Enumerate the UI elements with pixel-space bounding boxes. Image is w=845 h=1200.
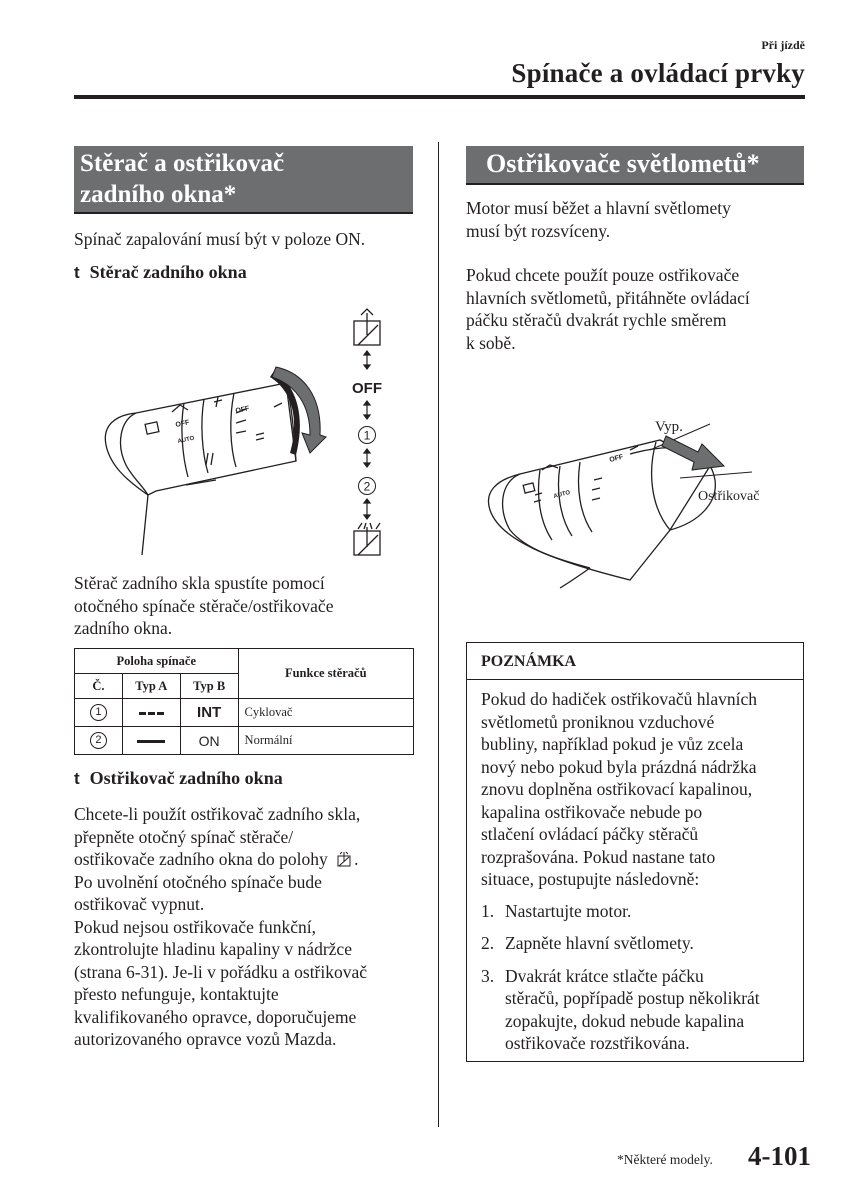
headlight-requirement [466,197,731,242]
rear-washer-description [74,803,367,1051]
type-b-label: ON [180,727,238,755]
vyp-label: Vyp. [655,419,683,435]
page-title: Spínače a ovládací prvky [511,58,805,88]
text-line: hlavních světlometů, přitáhněte ovládací [466,287,750,308]
note-title: POZNÁMKA [467,643,803,680]
banner-line-2: zadního okna* [80,181,237,208]
headlight-washer-lever-diagram [480,410,800,590]
row-number: 1 [90,704,107,721]
subheading-text: Ostřikovač zadního okna [89,768,283,788]
table-header-position: Poloha spínače [75,649,239,674]
text-line: přesto nefunguje, kontaktujte [74,984,279,1004]
lever-auto-label: AUTO [553,490,571,500]
text-line: ostřikovače zadního okna do polohy . [74,849,359,869]
text-line: zkontrolujte hladinu kapaliny v nádržce [74,939,352,959]
list-item: 2. Zapněte hlavní světlomety. [481,933,694,953]
text-line: páčku stěračů dvakrát rychle směrem [466,310,727,330]
text-line: autorizovaného opravce vozů Mazda. [74,1029,337,1049]
lever-auto-label: AUTO [177,435,195,445]
text-line: světlometů proniknou vzduchové [481,711,715,732]
list-item: 3. Dvakrát krátce stlačte páčku stěračů, popřípadě postup několikrát zopakujte, dokud nebude kapalina ostřikovače rozstřikována. [481,965,760,1053]
table-row [75,727,414,755]
wiper-lever-illustration [488,440,715,588]
ignition-note: Spínač zapalování musí být v poloze ON. [74,229,366,249]
rear-wiper-description [74,572,333,640]
banner-line-1: Stěrač a ostřikovač [80,150,285,177]
rear-wiper-switch-diagram [96,305,396,560]
text-line: nový nebo pokud byla prázdná nádržka [481,756,757,777]
column-divider [438,142,439,1127]
function-text: Cyklovač [238,699,413,727]
off-position-label: OFF [352,380,382,397]
page-number: 4-101 [748,1141,811,1171]
text-line: Po uvolnění otočného spínače bude [74,871,322,892]
subheading-text: Stěrač zadního okna [89,262,247,282]
headlight-instructions [466,264,750,354]
rotary-off-label: OFF [234,405,251,415]
list-item: 1. Nastartujte motor. [481,900,632,921]
bullet-marker: t [74,769,80,788]
position-1-label: 1 [363,428,371,443]
washer-icon [336,851,354,867]
position-2-label: 2 [363,479,371,494]
text-line: Pokud nejsou ostřikovače funkční, [74,916,317,937]
note-body [467,680,803,1055]
subheading-rear-wiper [74,262,247,283]
text-line: Stěrač zadního skla spustíte pomocí [74,573,325,593]
type-b-label: INT [180,699,238,727]
table-header-type-b: Typ B [180,674,238,699]
text-line: (strana 6-31). Je-li v pořádku a ostřikovač [74,961,368,982]
header-rule [74,95,805,99]
bullet-marker: t [74,263,80,282]
washer-wiper-icon-top [354,309,380,345]
text-line: k sobě. [466,332,516,353]
section-label: Při jízdě [761,38,805,52]
type-a-dashed-symbol [122,699,180,727]
switch-position-table [74,648,414,755]
text-line: musí být rozsvíceny. [466,220,611,241]
note-box [466,642,804,1062]
wiper-lever-illustration [105,383,296,555]
text-line: zadního okna. [74,618,173,638]
row-number: 2 [90,732,107,749]
subheading-rear-washer [74,768,283,789]
text-line: rozprašována. Pokud nastane tato [481,846,716,867]
text-line: Pokud do hadiček ostřikovačů hlavních [481,689,758,709]
washer-wiper-icon-bottom [354,523,380,555]
text-line: ostřikovač vypnut. [74,894,205,914]
models-footnote: *Některé modely. [617,1152,713,1167]
headlight-washer-banner: Ostřikovače světlometů* [466,146,804,185]
text-line: přepněte otočný spínač stěrače/ [74,826,294,847]
text-line: otočného spínače stěrače/ostřikovače [74,595,334,616]
text-line: situace, postupujte následovně: [481,869,700,889]
ostrikovac-label: Ostřikovač [698,489,760,504]
steps-list [481,900,791,1055]
table-row [75,699,414,727]
function-text: Normální [238,727,413,755]
text-line: Pokud chcete použít pouze ostřikovače [466,265,740,285]
text-line: kapalina ostřikovače nebude po [481,801,703,822]
lever-off-label: OFF [174,419,191,429]
text-line: znovu doplněna ostřikovací kapalinou, [481,779,753,799]
text-line: stlačení ovládací páčky stěračů [481,824,699,844]
text-line: bubliny, například pokud je vůz zcela [481,734,744,754]
table-header-type-a: Typ A [122,674,180,699]
table-header-function: Funkce stěračů [238,649,413,699]
table-header-number: Č. [75,674,123,699]
text-line: kvalifikovaného opravce, doporučujeme [74,1006,357,1027]
lever-off-label: OFF [608,453,625,464]
type-a-solid-symbol [122,727,180,755]
rear-wiper-banner [74,146,413,214]
text-line: Chcete-li použít ostřikovač zadního skla, [74,804,361,824]
text-line: Motor musí běžet a hlavní světlomety [466,198,731,218]
